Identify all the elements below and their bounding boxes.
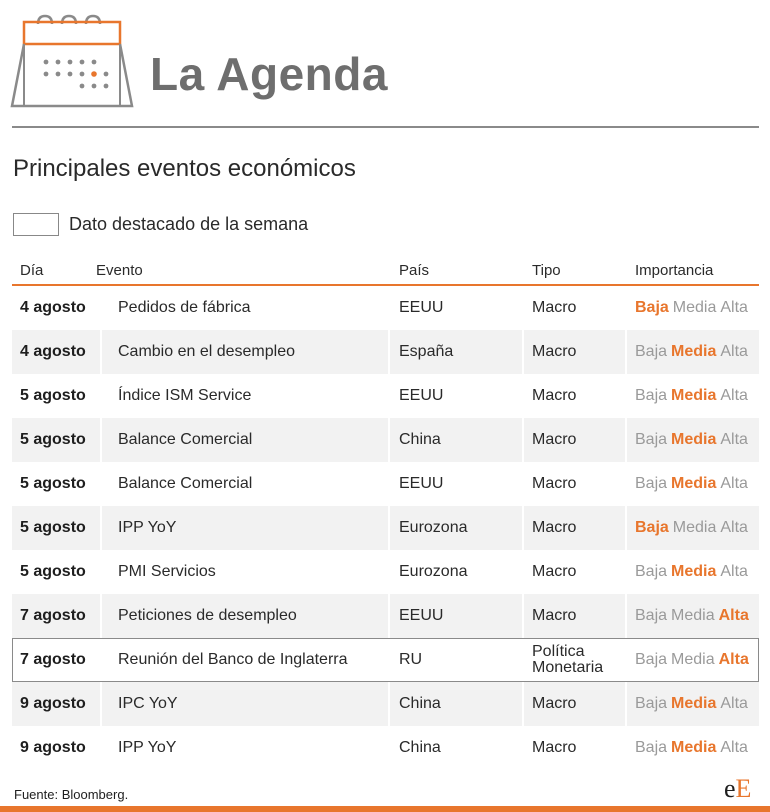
importance-alta: Alta: [720, 299, 748, 316]
cell-type: Macro: [532, 563, 577, 580]
column-separator: [388, 682, 390, 726]
cell-country: EEUU: [399, 299, 444, 316]
table-row: [12, 418, 759, 462]
header-divider: [12, 126, 759, 128]
table-row: [12, 682, 759, 726]
cell-type: Política Monetaria: [532, 643, 604, 676]
importance-media: Media: [671, 343, 717, 360]
column-separator: [625, 330, 627, 374]
cell-country: Eurozona: [399, 519, 468, 536]
column-separator: [522, 594, 524, 638]
column-separator: [388, 594, 390, 638]
cell-importance: [635, 330, 748, 374]
source-note: Fuente: Bloomberg.: [14, 787, 129, 802]
cell-event: Peticiones de desempleo: [118, 607, 297, 624]
column-separator: [625, 594, 627, 638]
importance-alta: Alta: [720, 695, 748, 712]
importance-alta: Alta: [720, 519, 748, 536]
importance-media: Media: [672, 299, 717, 316]
cell-importance: [635, 506, 748, 550]
cell-day: 7 agosto: [20, 651, 86, 668]
cell-importance: [635, 550, 748, 594]
importance-alta: Alta: [720, 343, 748, 360]
cell-importance: [635, 682, 748, 726]
cell-country: China: [399, 431, 441, 448]
column-separator: [100, 682, 102, 726]
cell-day: 5 agosto: [20, 387, 86, 404]
importance-baja: Baja: [635, 739, 668, 756]
cell-type: Macro: [532, 299, 577, 316]
table-row: [12, 638, 759, 682]
cell-event: IPP YoY: [118, 519, 177, 536]
column-separator: [100, 506, 102, 550]
cell-day: 5 agosto: [20, 519, 86, 536]
importance-baja: Baja: [635, 431, 668, 448]
importance-media: Media: [671, 387, 717, 404]
table-row: [12, 550, 759, 594]
column-separator: [522, 506, 524, 550]
table-row: [12, 330, 759, 374]
cell-country: EEUU: [399, 607, 444, 624]
legend-swatch: [13, 213, 59, 236]
cell-type: Macro: [532, 519, 577, 536]
cell-event: Reunión del Banco de Inglaterra: [118, 651, 348, 668]
cell-day: 4 agosto: [20, 343, 86, 360]
cell-type: Macro: [532, 343, 577, 360]
importance-baja: Baja: [635, 651, 668, 668]
importance-media: Media: [671, 563, 717, 580]
cell-event: Pedidos de fábrica: [118, 299, 251, 316]
table-row: [12, 726, 759, 770]
column-separator: [522, 418, 524, 462]
cell-importance: [635, 726, 748, 770]
importance-baja: Baja: [635, 475, 668, 492]
cell-type: Macro: [532, 739, 577, 756]
cell-day: 9 agosto: [20, 739, 86, 756]
cell-type: Macro: [532, 431, 577, 448]
cell-country: Eurozona: [399, 563, 468, 580]
column-separator: [388, 418, 390, 462]
cell-country: China: [399, 739, 441, 756]
importance-alta: Alta: [720, 739, 748, 756]
importance-media: Media: [671, 475, 717, 492]
column-header-type: Tipo: [532, 262, 561, 279]
cell-importance: [635, 594, 749, 638]
column-separator: [625, 418, 627, 462]
column-header-country: País: [399, 262, 430, 279]
importance-media: Media: [671, 431, 717, 448]
cell-type: Macro: [532, 607, 577, 624]
importance-baja: Baja: [635, 607, 668, 624]
bottom-accent-bar: [0, 806, 770, 812]
importance-alta: Alta: [720, 387, 748, 404]
importance-alta: Alta: [720, 431, 748, 448]
importance-baja: Baja: [635, 343, 668, 360]
cell-country: RU: [399, 651, 423, 668]
column-separator: [625, 682, 627, 726]
cell-event: Índice ISM Service: [118, 387, 252, 404]
cell-day: 4 agosto: [20, 299, 86, 316]
calendar-icon: [10, 10, 136, 110]
column-header-event: Evento: [96, 262, 143, 279]
column-separator: [100, 418, 102, 462]
table-row: [12, 374, 759, 418]
legend: [13, 212, 308, 236]
cell-importance: [635, 638, 749, 682]
cell-country: EEUU: [399, 475, 444, 492]
cell-importance: [635, 286, 748, 330]
importance-media: Media: [671, 607, 715, 624]
header: [0, 0, 770, 130]
cell-day: 5 agosto: [20, 431, 86, 448]
importance-baja: Baja: [635, 299, 669, 316]
importance-baja: Baja: [635, 519, 669, 536]
table-row: [12, 286, 759, 330]
column-separator: [522, 682, 524, 726]
table-row: [12, 462, 759, 506]
cell-day: 5 agosto: [20, 475, 86, 492]
cell-importance: [635, 418, 748, 462]
cell-country: EEUU: [399, 387, 444, 404]
page-title: La Agenda: [150, 48, 388, 100]
importance-media: Media: [671, 695, 717, 712]
cell-importance: [635, 462, 748, 506]
importance-media: Media: [671, 739, 717, 756]
table-body: [12, 286, 759, 770]
column-separator: [388, 506, 390, 550]
cell-event: Balance Comercial: [118, 475, 253, 492]
table-header: [12, 254, 759, 286]
cell-type: Macro: [532, 387, 577, 404]
column-header-importance: Importancia: [635, 262, 714, 279]
cell-day: 5 agosto: [20, 563, 86, 580]
importance-baja: Baja: [635, 387, 668, 404]
column-separator: [388, 330, 390, 374]
table-row: [12, 594, 759, 638]
importance-media: Media: [671, 651, 715, 668]
column-separator: [100, 594, 102, 638]
cell-day: 7 agosto: [20, 607, 86, 624]
importance-alta: Alta: [718, 651, 749, 668]
column-separator: [100, 330, 102, 374]
importance-baja: Baja: [635, 563, 668, 580]
importance-baja: Baja: [635, 695, 668, 712]
cell-importance: [635, 374, 748, 418]
section-subtitle: Principales eventos económicos: [13, 155, 356, 182]
cell-country: China: [399, 695, 441, 712]
cell-type: Macro: [532, 475, 577, 492]
cell-event: IPP YoY: [118, 739, 177, 756]
column-separator: [625, 506, 627, 550]
importance-alta: Alta: [720, 563, 748, 580]
cell-event: Cambio en el desempleo: [118, 343, 295, 360]
cell-event: PMI Servicios: [118, 563, 216, 580]
events-table: [12, 254, 759, 770]
importance-alta: Alta: [720, 475, 748, 492]
cell-event: Balance Comercial: [118, 431, 253, 448]
importance-alta: Alta: [718, 607, 749, 624]
importance-media: Media: [672, 519, 717, 536]
logo: eE: [724, 774, 752, 803]
cell-country: España: [399, 343, 454, 360]
cell-event: IPC YoY: [118, 695, 178, 712]
column-header-day: Día: [20, 262, 44, 279]
cell-type: Macro: [532, 695, 577, 712]
legend-label: Dato destacado de la semana: [69, 213, 309, 234]
table-row: [12, 506, 759, 550]
column-separator: [522, 330, 524, 374]
cell-day: 9 agosto: [20, 695, 86, 712]
